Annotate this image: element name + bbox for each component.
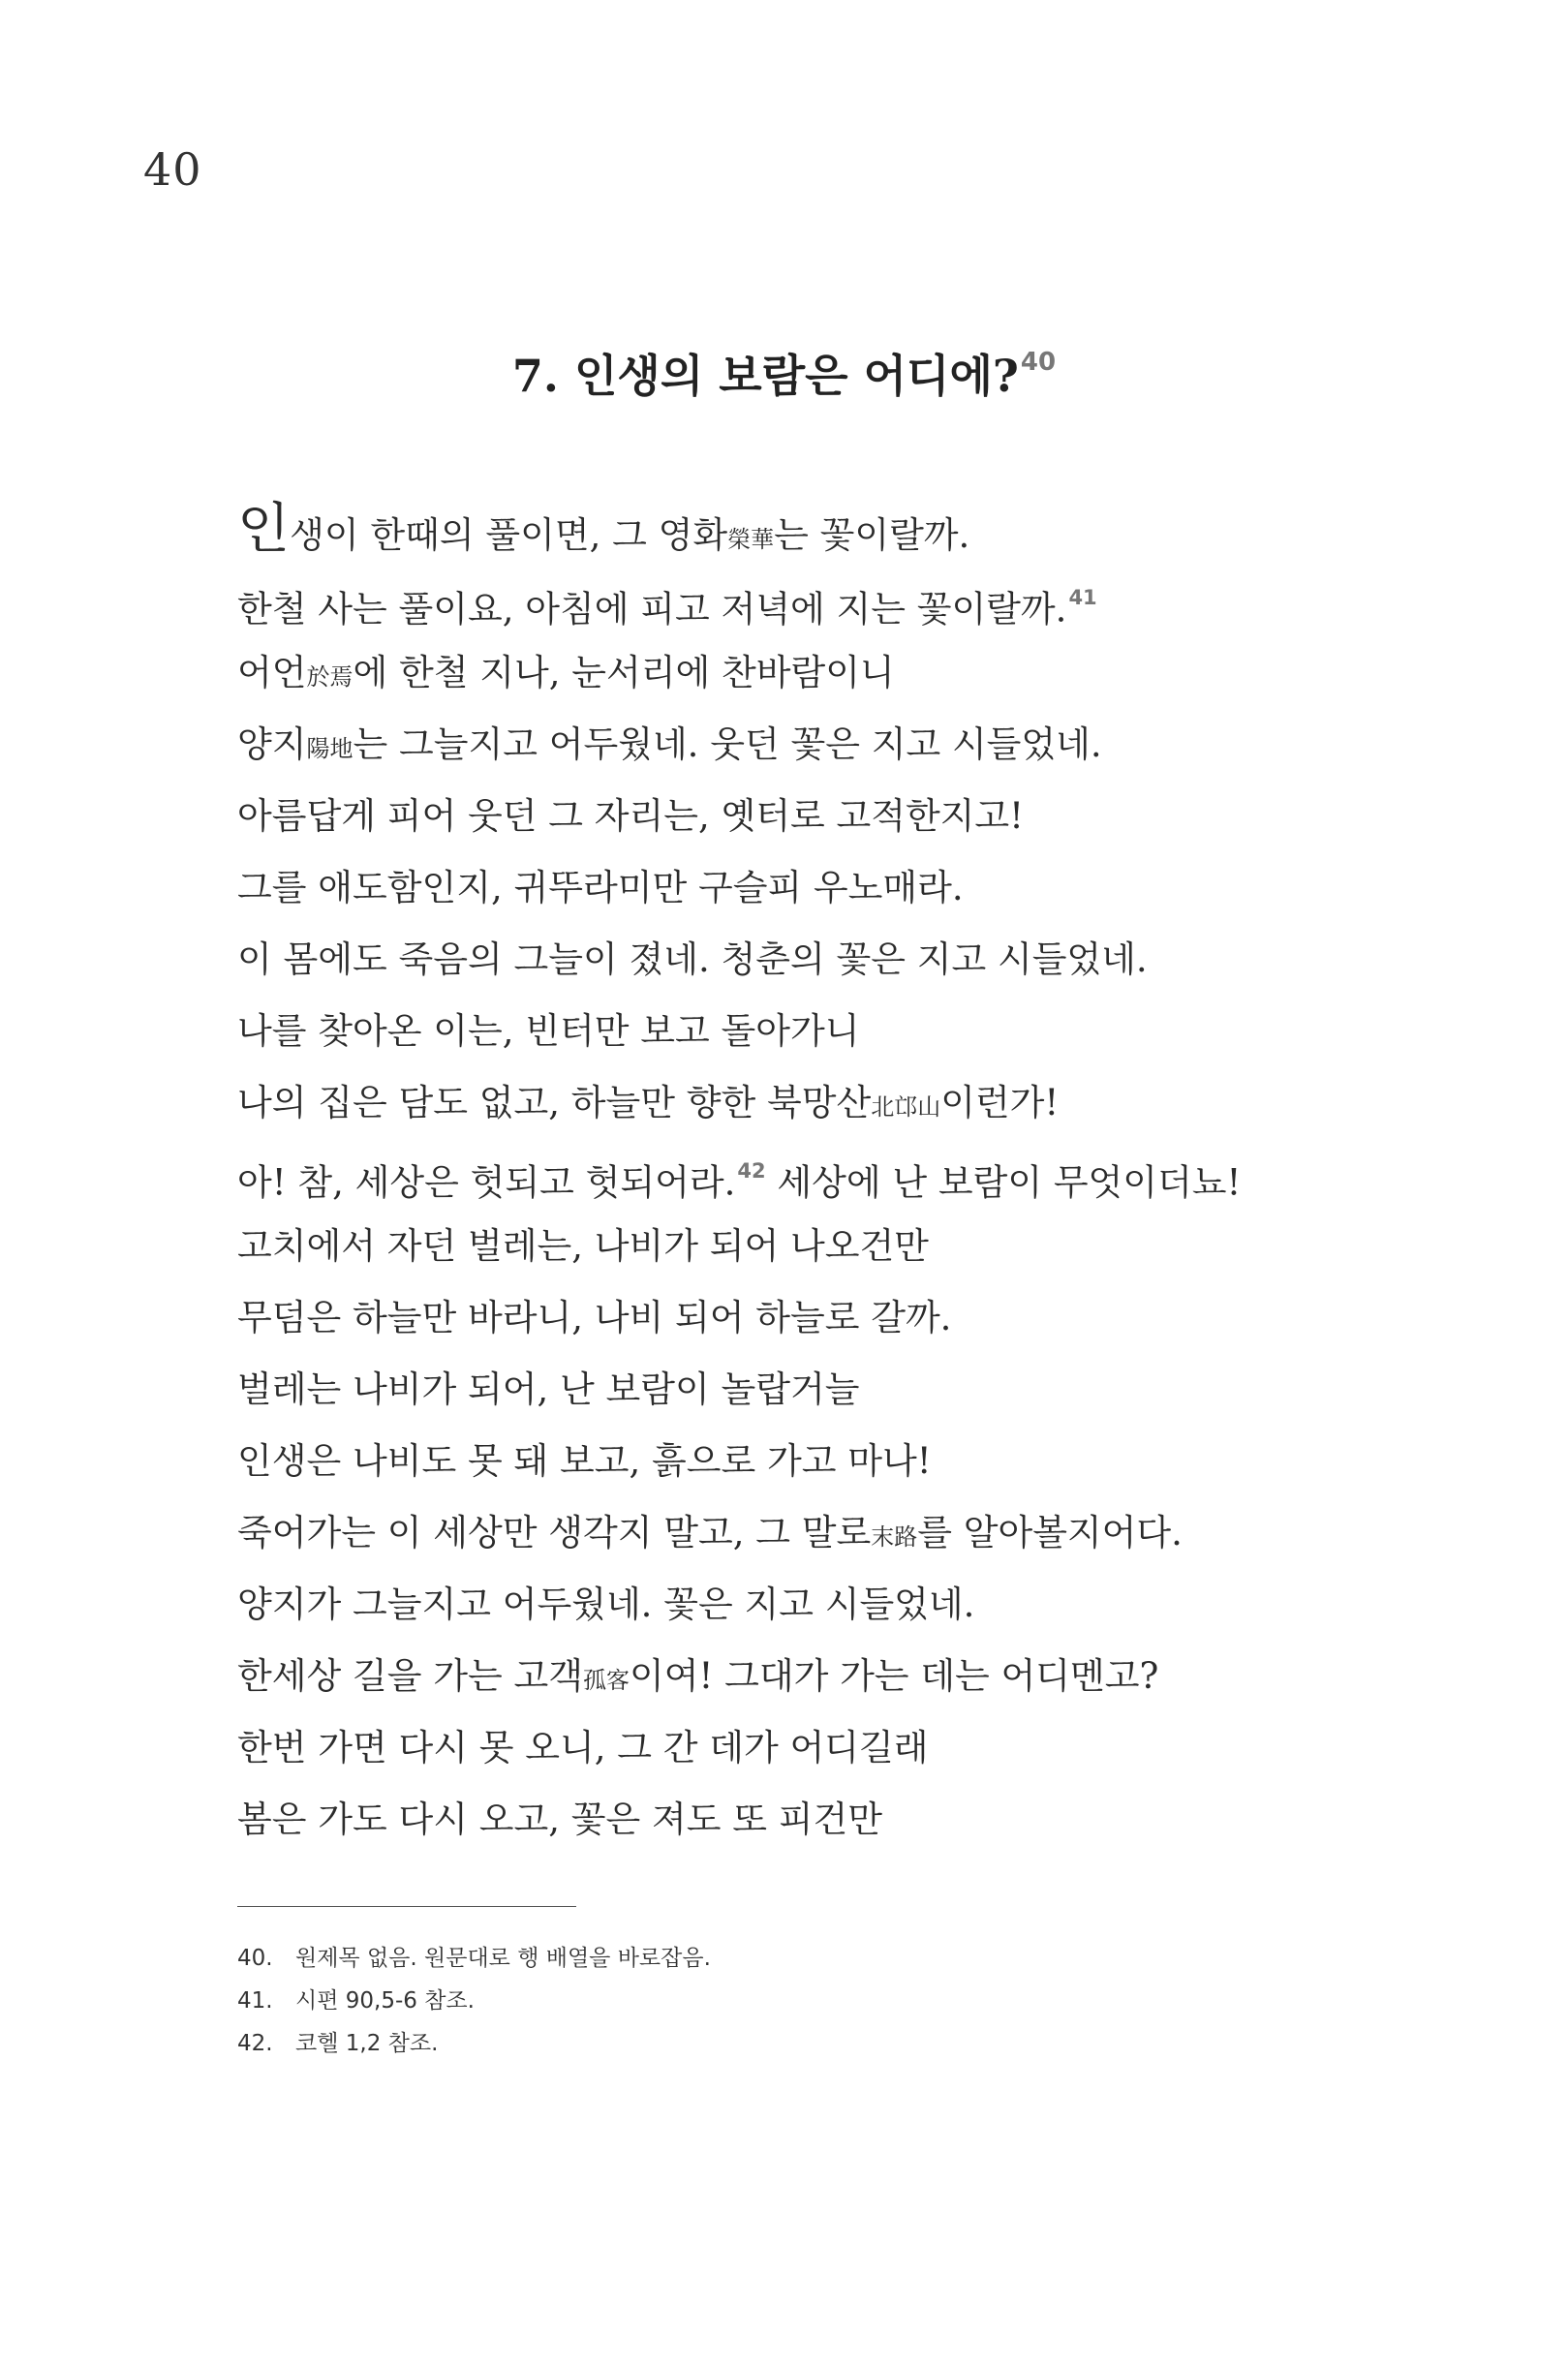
poem-text: 는 그늘지고 어두웠네. 웃던 꽃은 지고 시들었네. (353, 723, 1102, 765)
footnote-divider (237, 1906, 576, 1907)
hanja-gloss: 於焉 (306, 663, 354, 691)
poem-text: 한철 사는 풀이요, 아침에 피고 저녁에 지는 꽃이랄까. (237, 588, 1067, 630)
poem-text: 이 몸에도 죽음의 그늘이 졌네. 청춘의 꽃은 지고 시들었네. (237, 938, 1148, 980)
poem-line (237, 1211, 1380, 1282)
poem-line (237, 1139, 1380, 1211)
poem-text: 아! 참, 세상은 헛되고 헛되어라. (237, 1161, 736, 1204)
poem-text: 봄은 가도 다시 오고, 꽃은 져도 또 피건만 (237, 1799, 882, 1840)
poem-line (237, 781, 1380, 852)
poem-text: 한세상 길을 가는 고객 (237, 1655, 583, 1697)
poem-line (237, 996, 1380, 1067)
poem-text: 한번 가면 다시 못 오니, 그 간 데가 어디길래 (237, 1727, 929, 1768)
drop-cap: 인 (237, 498, 291, 561)
footnote-ref: 41 (1068, 586, 1097, 609)
poem-line (237, 1641, 1380, 1712)
poem-text: 이런가! (940, 1082, 1060, 1123)
poem-text: 고치에서 자던 벌레는, 나비가 되어 나오건만 (237, 1225, 929, 1267)
poem-line (237, 1282, 1380, 1354)
poem-text: 를 알아볼지어다. (917, 1512, 1183, 1553)
poem-line (237, 1712, 1380, 1784)
poem-text: 에 한철 지나, 눈서리에 찬바람이니 (353, 652, 895, 693)
hanja-gloss: 北邙山 (871, 1093, 941, 1121)
poem-line (237, 924, 1380, 996)
footnote-text: 코헬 1,2 참조. (295, 2031, 439, 2056)
poem-line (237, 1497, 1380, 1569)
poem-line (237, 1784, 1380, 1856)
footnote-text: 시편 90,5-6 참조. (295, 1988, 475, 2014)
page-number: 40 (143, 143, 202, 196)
footnote-number: 40. (237, 1946, 273, 1971)
hanja-gloss: 末路 (871, 1523, 918, 1551)
poem-text: 나의 집은 담도 없고, 하늘만 향한 북망산 (237, 1082, 872, 1123)
poem-text: 이여! 그대가 가는 데는 어디멘고? (629, 1655, 1159, 1697)
poem-text: 인생은 나비도 못 돼 보고, 흙으로 가고 마나! (237, 1440, 932, 1482)
poem-text: 양지가 그늘지고 어두웠네. 꽃은 지고 시들었네. (237, 1584, 975, 1625)
footnote-text: 원제목 없음. 원문대로 행 배열을 바로잡음. (295, 1946, 711, 1971)
poem-body (237, 494, 1380, 1856)
chapter-title-text: 7. 인생의 보람은 어디에? (511, 350, 1019, 402)
poem-text: 어언 (237, 652, 307, 693)
poem-text: 아름답게 피어 웃던 그 자리는, 옛터로 고적한지고! (237, 795, 1025, 837)
chapter-title (0, 341, 1568, 405)
poem-text: 양지 (237, 723, 307, 765)
poem-text: 나를 찾아온 이는, 빈터만 보고 돌아가니 (237, 1010, 860, 1052)
footnote (237, 1980, 711, 2022)
footnotes (237, 1937, 711, 2065)
poem-line (237, 1067, 1380, 1139)
poem-line (237, 1569, 1380, 1641)
footnote (237, 2022, 711, 2065)
poem-text: 생이 한때의 풀이면, 그 영화 (290, 514, 728, 556)
poem-line (237, 709, 1380, 781)
footnote-ref: 42 (737, 1159, 766, 1183)
poem-line (237, 1426, 1380, 1497)
poem-line (237, 1354, 1380, 1426)
poem-line (237, 637, 1380, 709)
poem-text: 죽어가는 이 세상만 생각지 말고, 그 말로 (237, 1512, 872, 1553)
poem-text: 벌레는 나비가 되어, 난 보람이 놀랍거늘 (237, 1369, 860, 1410)
poem-text: 그를 애도함인지, 귀뚜라미만 구슬피 우노매라. (237, 867, 964, 908)
poem-text: 는 꽃이랄까. (774, 514, 970, 556)
hanja-gloss: 榮華 (727, 526, 775, 553)
poem-line (237, 566, 1380, 637)
hanja-gloss: 陽地 (306, 735, 354, 762)
poem-line (237, 494, 1380, 566)
poem-text: 세상에 난 보람이 무엇이더뇨! (765, 1161, 1242, 1204)
footnote-number: 42. (237, 2031, 273, 2056)
poem-text: 무덤은 하늘만 바라니, 나비 되어 하늘로 갈까. (237, 1297, 952, 1338)
footnote (237, 1937, 711, 1980)
poem-line (237, 852, 1380, 924)
footnote-number: 41. (237, 1988, 273, 2014)
footnote-ref: 40 (1020, 347, 1057, 377)
hanja-gloss: 孤客 (582, 1667, 630, 1694)
